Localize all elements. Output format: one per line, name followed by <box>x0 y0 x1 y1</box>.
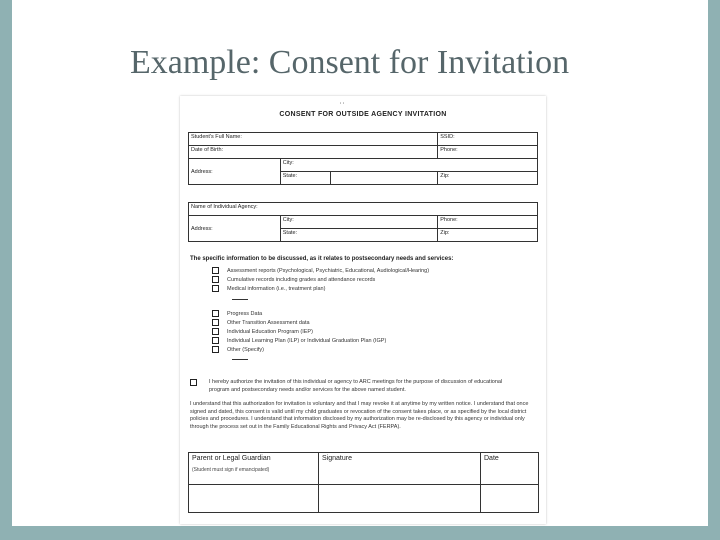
authorization-checkbox[interactable] <box>190 379 197 386</box>
checkbox-label: Progress Data <box>227 310 263 317</box>
checkbox-item[interactable] <box>212 346 264 353</box>
checkbox-item[interactable] <box>212 267 429 274</box>
slide-title: Example: Consent for Invitation <box>130 44 570 81</box>
student-state-cell[interactable]: State: <box>280 172 330 185</box>
student-info-table <box>188 132 538 185</box>
checkbox-label: Individual Education Program (IEP) <box>227 328 313 335</box>
agency-state-cell[interactable]: State: <box>280 229 438 242</box>
slide-frame-left <box>0 0 12 540</box>
checkbox-item[interactable] <box>212 319 310 326</box>
agency-address-cell[interactable]: Address: <box>189 216 281 242</box>
parent-guardian-cell[interactable] <box>189 453 319 485</box>
date-of-birth-cell[interactable]: Date of Birth: <box>189 146 438 159</box>
form-title: CONSENT FOR OUTSIDE AGENCY INVITATION <box>279 111 447 118</box>
date-cell[interactable]: Date <box>481 453 539 485</box>
checkbox-item[interactable] <box>212 285 325 292</box>
ssid-cell[interactable]: SSID: <box>438 133 538 146</box>
student-state-value[interactable] <box>330 172 438 185</box>
student-city-cell[interactable]: City: <box>280 159 537 172</box>
blank-line <box>232 299 248 300</box>
student-name-cell[interactable]: Student's Full Name: <box>189 133 438 146</box>
parent-note: (Student must sign if emancipated) <box>192 467 270 473</box>
checkbox[interactable] <box>212 310 219 317</box>
blank-line <box>232 359 248 360</box>
slide-frame-bottom <box>0 526 720 540</box>
parent-guardian-entry[interactable] <box>189 485 319 513</box>
consent-form-document <box>180 96 546 524</box>
document-mark: ʼ ʼ <box>340 103 345 109</box>
parent-guardian-label: Parent or Legal Guardian <box>192 455 271 462</box>
slide-frame-right <box>708 0 720 540</box>
student-address-cell[interactable]: Address: <box>189 159 281 185</box>
checkbox[interactable] <box>212 319 219 326</box>
authorization-text: I hereby authorize the invitation of this individual or agency to ARC meetings for the purpose of discussion of educational program and postsecondary needs and/or services for the above named student. <box>209 379 503 393</box>
checkbox-label: Other (Specify) <box>227 346 264 353</box>
agency-name-cell[interactable]: Name of Individual Agency: <box>189 203 538 216</box>
checkbox[interactable] <box>212 285 219 292</box>
checkbox-label: Medical information (i.e., treatment plan) <box>227 285 326 292</box>
agency-info-table <box>188 202 538 242</box>
checkbox[interactable] <box>212 276 219 283</box>
checkbox[interactable] <box>212 328 219 335</box>
date-entry[interactable] <box>481 485 539 513</box>
checkbox[interactable] <box>212 267 219 274</box>
signature-entry[interactable] <box>319 485 481 513</box>
checkbox-item[interactable] <box>212 328 313 335</box>
checkbox-label: Cumulative records including grades and attendance records <box>227 276 376 283</box>
understanding-paragraph: I understand that this authorization for invitation is voluntary and that I may revoke it at anytime by my written notice. I understand that once signed and dated, this consent is valid until my child graduates or revocation of the consent takes place, or as specified by the local district policies and procedures. I understand that information disclosed by my authorization may be re-disclosed by this agency or individual only through the process set out in the Family Educational Rights and Privacy Act (FERPA). <box>190 401 529 430</box>
checkbox-item[interactable] <box>212 337 386 344</box>
checkbox-item[interactable] <box>212 310 262 317</box>
checkbox-item[interactable] <box>212 276 375 283</box>
specific-info-heading: The specific information to be discussed, as it relates to postsecondary needs and services: <box>190 256 454 262</box>
signature-cell[interactable]: Signature <box>319 453 481 485</box>
student-zip-cell[interactable]: Zip: <box>438 172 538 185</box>
agency-phone-cell[interactable]: Phone: <box>438 216 538 229</box>
authorization-statement[interactable] <box>190 378 519 394</box>
student-phone-cell[interactable]: Phone: <box>438 146 538 159</box>
checkbox[interactable] <box>212 346 219 353</box>
checkbox-label: Individual Learning Plan (ILP) or Individual Graduation Plan (IGP) <box>227 337 387 344</box>
checkbox[interactable] <box>212 337 219 344</box>
signature-table <box>188 452 539 513</box>
checkbox-label: Assessment reports (Psychological, Psychiatric, Educational, Audiological/Hearing) <box>227 267 430 274</box>
checkbox-label: Other Transition Assessment data <box>227 319 310 326</box>
agency-city-cell[interactable]: City: <box>280 216 438 229</box>
agency-zip-cell[interactable]: Zip: <box>438 229 538 242</box>
